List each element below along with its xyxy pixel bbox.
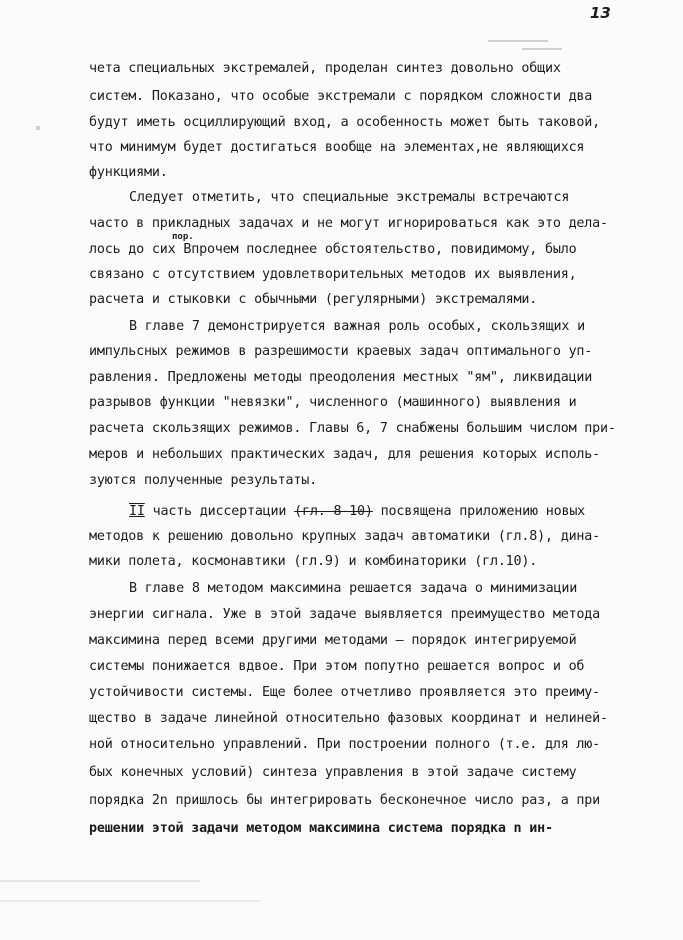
text-line: В главе 7 демонстрируется важная роль особых, скользящих и xyxy=(129,319,585,334)
scan-noise xyxy=(0,880,200,882)
text-line: расчета и стыковки с обычными (регулярными) экстремалями. xyxy=(89,292,538,307)
part-numeral: II xyxy=(129,504,145,519)
text-fragment: посвящена приложению новых xyxy=(380,504,586,519)
text-line: функциями. xyxy=(89,165,168,180)
text-line: Следует отметить, что специальные экстремалы встречаются xyxy=(129,190,570,205)
text-line: будут иметь осциллирующий вход, а особенность может быть таковой, xyxy=(89,115,601,130)
text-line xyxy=(129,503,585,521)
scan-noise xyxy=(36,126,40,130)
scan-noise xyxy=(488,40,548,42)
scan-noise xyxy=(0,900,260,902)
text-line: меров и небольших практических задач, для решения которых исполь- xyxy=(89,447,601,462)
text-fragment: часть диссертации xyxy=(152,504,287,519)
text-line: ной относительно управлений. При построении полного (т.е. для лю- xyxy=(89,737,601,752)
text-line: систем. Показано, что особые экстремали с порядком сложности два xyxy=(89,89,593,104)
text-line: расчета скользящих режимов. Главы 6, 7 снабжены большим числом при- xyxy=(89,421,616,436)
text-line: порядка 2n пришлось бы интегрировать бесконечное число раз, а при xyxy=(89,793,601,808)
text-line: связано с отсутствием удовлетворительных методов их выявления, xyxy=(89,267,577,282)
scan-noise xyxy=(522,48,562,50)
handwritten-insertion: пор. xyxy=(172,232,194,242)
text-line: методов к решению довольно крупных задач автоматики (гл.8), дина- xyxy=(89,529,601,544)
text-line: щество в задаче линейной относительно фазовых координат и нелиней- xyxy=(89,711,608,726)
text-line: равления. Предложены методы преодоления местных "ям", ликвидации xyxy=(89,370,593,385)
text-fragment: лось до сих xyxy=(89,242,176,257)
struck-text: (гл. 8-10) xyxy=(294,504,373,519)
text-line: что минимум будет достигаться вообще на элементах,не являющихся xyxy=(89,140,585,155)
text-line: бых конечных условий) синтеза управления в этой задаче систему xyxy=(89,765,577,780)
text-line: мики полета, космонавтики (гл.9) и комбинаторики (гл.10). xyxy=(89,554,538,569)
text-line: зуются полученные результаты. xyxy=(89,473,317,488)
text-fragment: Впрочем последнее обстоятельство, повидимому, было xyxy=(183,242,577,257)
text-line: В главе 8 методом максимина решается задача о минимизации xyxy=(129,581,578,596)
text-line: часто в прикладных задачах и не могут игнорироваться как это дела- xyxy=(89,216,608,231)
text-line: энергии сигнала. Уже в этой задаче выявляется преимущество метода xyxy=(89,607,601,622)
text-line: чета специальных экстремалей, проделан синтез довольно общих xyxy=(89,61,561,76)
text-line: максимина перед всеми другими методами – порядок интегрируемой xyxy=(89,633,577,648)
text-line: системы понижается вдвое. При этом попутно решается вопрос и об xyxy=(89,659,585,674)
text-line: разрывов функции "невязки", численного (машинного) выявления и xyxy=(89,395,577,410)
text-line: решении этой задачи методом максимина система порядка n ин- xyxy=(89,821,553,836)
text-line: импульсных режимов в разрешимости краевых задач оптимального уп- xyxy=(89,344,593,359)
text-line xyxy=(89,241,576,259)
page-number: 13 xyxy=(590,4,611,22)
text-line: устойчивости системы. Еще более отчетливо проявляется это преиму- xyxy=(89,685,601,700)
